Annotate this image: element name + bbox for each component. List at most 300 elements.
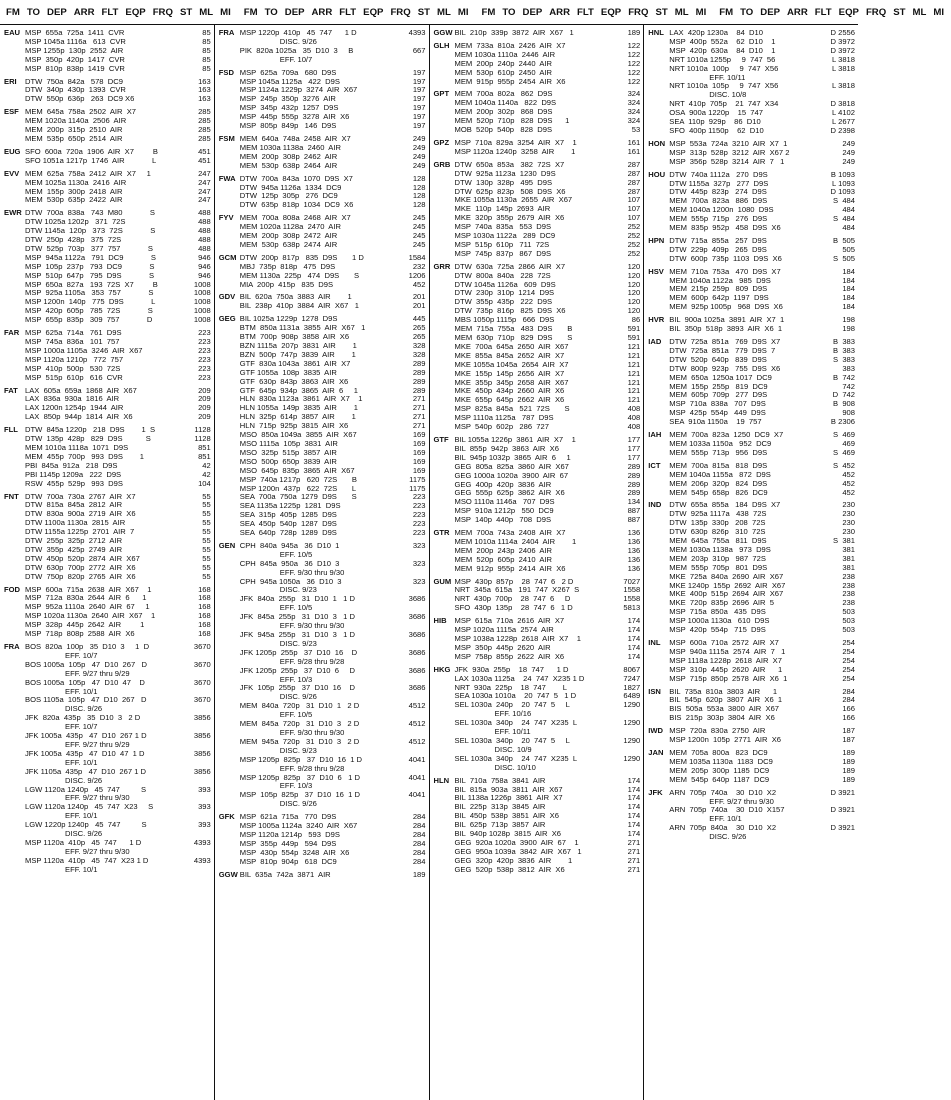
flight-details: MEM 600p 642p 1197 D9S [669, 293, 769, 303]
header-label: ST [655, 6, 668, 18]
flight-details: DTW 925a 1123a 1230 D9S [454, 168, 556, 178]
flight-details: MEM 700a 815a 818 D9S [669, 460, 768, 470]
origin-code: ICT [648, 460, 661, 470]
flight-details: MEM 1030a 1138a 2460 AIR [239, 142, 341, 152]
origin-code [219, 153, 240, 162]
mileage: 503 [842, 607, 855, 617]
flight-details: DTW 925a 1117a 438 72S [669, 509, 767, 519]
timetable-column-3 [430, 25, 645, 1100]
origin-code [434, 538, 455, 547]
mileage: 230 [842, 509, 855, 519]
flight-row [4, 413, 211, 422]
flight-details: GTF 1055a 108p 3835 AIR [239, 367, 337, 377]
mileage: 136 [627, 536, 641, 546]
flight-details: GTF 645p 934p 3865 AIR 6 1 [239, 385, 358, 395]
origin-code: EAU [4, 28, 21, 37]
mileage: 247 [198, 177, 211, 187]
mileage: S 469 [833, 430, 855, 440]
origin-code [4, 603, 25, 612]
flight-details: MSP 1205p 825p 37 D10 16 1 D [239, 754, 363, 764]
mileage: 851 [198, 451, 211, 461]
mileage: 3670 [193, 642, 211, 651]
origin-code [434, 188, 455, 197]
flight-details: MEM 700a 823a 886 D9S [669, 196, 768, 206]
mileage: 289 [412, 367, 426, 377]
flight-details: MSP 410p 500p 530 72S [25, 363, 121, 373]
flight-details: DTW 445p 823p 274 D9S [669, 187, 767, 197]
mileage: 503 [842, 616, 855, 626]
flight-details: EFF. 10/7 [65, 722, 98, 732]
flight-details: MSP 420p 554p 715 D9S [669, 625, 766, 635]
origin-code [4, 126, 25, 135]
mileage: 55 [202, 518, 211, 528]
origin-code: HOU [648, 169, 666, 179]
mileage: 1128 [194, 434, 211, 444]
flight-details: DTW 945a 1126a 1334 DC9 [239, 182, 342, 192]
origin-code: FRA [4, 642, 20, 651]
mileage: 121 [627, 395, 641, 405]
origin-code [4, 356, 25, 365]
origin-code [648, 440, 669, 449]
mileage: 120 [627, 288, 641, 298]
mileage: 42 [202, 469, 211, 479]
flight-details: MSP 1005a 1124a 3240 AIR X67 [239, 821, 358, 831]
flight-row [219, 302, 426, 311]
origin-code [219, 676, 240, 685]
flight-row [4, 803, 211, 812]
flight-details: MEM 840a 720p 31 D10 1 2 D [239, 701, 360, 711]
origin-code [648, 127, 669, 136]
origin-code [4, 135, 25, 144]
mileage: D 2398 [830, 125, 855, 135]
flight-details: MSP 1020a 1130a 2640 AIR X67 1 [25, 611, 156, 621]
origin-code [434, 352, 455, 361]
mileage: 289 [627, 470, 641, 480]
origin-code [4, 462, 25, 471]
flight-details: MEM 530p 638p 2474 AIR [239, 239, 338, 249]
flight-row [434, 423, 641, 432]
mileage: 271 [627, 837, 641, 847]
origin-code: FRA [218, 28, 235, 37]
flight-details: BOS 1005a 105p 47 D10 267 D [25, 659, 148, 669]
mileage: 189 [842, 774, 855, 784]
flight-details: MEM 700a 808a 2468 AIR X7 [239, 213, 351, 223]
mileage: 284 [842, 695, 855, 705]
origin-code [4, 480, 25, 489]
flight-details: MSP 553a 724a 3210 AIR X7 1 [669, 138, 788, 148]
mileage: 1827 [623, 682, 641, 692]
flight-row [434, 701, 641, 710]
origin-code: GCM [218, 252, 237, 262]
origin-code [4, 404, 25, 413]
origin-code [4, 218, 25, 227]
origin-code [219, 378, 240, 387]
flight-details: ARN 705p 840a 30 D10 X2 [669, 823, 777, 833]
origin-code [4, 848, 25, 857]
mileage: 289 [412, 376, 426, 386]
flight-details: MSP 140p 440p 708 D9S [454, 515, 552, 525]
mileage: 323 [412, 576, 426, 586]
flight-details: MSP 712a 830a 2644 AIR 6 1 [25, 593, 147, 603]
mileage: 55 [202, 562, 211, 572]
mileage: 184 [842, 302, 855, 312]
flight-details: LGW 1120a 1240p 45 747 S [25, 784, 147, 794]
mileage: 223 [198, 345, 211, 355]
flight-row [219, 542, 426, 551]
flight-details: DTW 200p 817p 835 D9S 1 D [239, 252, 364, 262]
header-label: MI [695, 6, 707, 18]
flight-details: EFF. 9/28 thru 9/28 [279, 656, 345, 666]
flight-details: MSP 420p 630a 84 D10 1 [669, 45, 776, 55]
mileage: 254 [842, 673, 855, 683]
origin-code [434, 289, 455, 298]
mileage: 3856 [193, 713, 211, 723]
origin-code [434, 232, 455, 241]
flight-details: LAX 605a 659a 1868 AIR X67 [25, 385, 137, 395]
header-label: FRQ [152, 6, 173, 18]
airport-block [434, 617, 641, 662]
mileage: 184 [842, 293, 855, 303]
airport-block [434, 42, 641, 87]
mileage: 4512 [408, 701, 426, 711]
flight-details: PIK 820a 1025a 35 D10 3 B [239, 45, 354, 55]
origin-code [4, 821, 25, 830]
flight-details: BIL 635a 742a 3871 AIR [239, 869, 331, 879]
origin-code [434, 547, 455, 556]
header-label: MI [457, 6, 469, 18]
mileage: 1290 [623, 718, 641, 728]
origin-code [648, 180, 669, 189]
mileage: 408 [627, 413, 641, 423]
origin-code [434, 481, 455, 490]
mileage: 383 [842, 363, 855, 373]
airport-block [648, 431, 855, 458]
origin-code [4, 537, 25, 546]
mileage: 284 [412, 812, 426, 822]
effective-date-note [219, 800, 426, 809]
flight-details: JFK 1105a 435p 47 D10 267 1 D [25, 766, 147, 776]
origin-code [219, 232, 240, 241]
flight-row [648, 824, 855, 833]
flight-details: SEA 110p 929p 86 D10 [669, 117, 761, 127]
origin-code [648, 356, 669, 365]
mileage: 452 [842, 487, 855, 497]
flight-details: DISC. 9/26 [65, 704, 103, 714]
flight-details: MSP 1120a 1240p 3258 AIR 1 [454, 146, 576, 156]
flight-details: MKE 155p 145p 2656 AIR X7 [454, 368, 565, 378]
origin-code: GRR [433, 261, 451, 271]
origin-code [434, 117, 455, 126]
flight-details: MEM 1010a 1114a 2404 AIR 1 [454, 536, 577, 546]
origin-code [648, 776, 669, 785]
airport-block [648, 338, 855, 427]
mileage: 189 [627, 28, 641, 37]
flight-details: MSP 105p 237p 793 DC9 S [25, 261, 155, 271]
origin-code [219, 263, 240, 272]
flight-row [219, 201, 426, 210]
origin-code [434, 334, 455, 343]
flight-details: EFF. 10/5 [279, 549, 313, 559]
mileage: 381 [842, 544, 855, 554]
flight-details: MEM 650a 1250a 1017 DC9 [669, 372, 772, 382]
mileage: 238 [842, 571, 855, 581]
flight-details: MEM 710a 753a 470 D9S X7 [669, 266, 781, 276]
mileage: 122 [627, 76, 641, 86]
mileage: 120 [627, 270, 641, 280]
origin-code [434, 445, 455, 454]
header-group-1 [0, 7, 238, 18]
mileage: 591 [627, 333, 641, 342]
effective-date-note [648, 833, 855, 842]
origin-code [4, 289, 25, 298]
origin-code [434, 51, 455, 60]
origin-code [4, 839, 25, 848]
mileage: 197 [412, 76, 426, 86]
origin-code [219, 104, 240, 113]
flight-details: BIL 940p 1028p 3815 AIR X6 [454, 829, 562, 839]
origin-code [219, 122, 240, 131]
origin-code [4, 794, 25, 803]
mileage: 174 [627, 829, 641, 839]
flight-row [434, 755, 641, 764]
mileage: 284 [412, 847, 426, 857]
airport-block [219, 175, 426, 211]
airport-block [434, 777, 641, 875]
origin-code [434, 635, 455, 644]
flight-details: SEA 315p 405p 1285 D9S [239, 510, 337, 520]
flight-details: JFK 1005a 435p 47 D10 267 1 D [25, 731, 147, 741]
flight-details: MSP 952a 1110a 2640 AIR 67 1 [25, 602, 150, 612]
origin-code [4, 38, 25, 47]
origin-code: ERI [4, 76, 17, 86]
mileage: 85 [202, 36, 211, 46]
flight-details: MSP 400p 552a 62 D10 1 [669, 36, 776, 46]
mileage: S 484 [833, 214, 855, 224]
origin-code: GDV [218, 292, 236, 302]
flight-details: DTW 135p 330p 208 72S [669, 518, 766, 528]
mileage: B 2306 [830, 417, 855, 427]
flight-row [434, 653, 641, 662]
flight-details: BIL 815a 903a 3811 AIR X67 [454, 784, 563, 794]
origin-code [648, 666, 669, 675]
origin-code [434, 343, 455, 352]
mileage: 168 [198, 593, 211, 603]
header-label: FLT [101, 6, 119, 18]
mileage: 197 [412, 103, 426, 113]
mileage: 505 [842, 244, 855, 254]
flight-details: MEM 200p 243p 2406 AIR [454, 545, 553, 555]
origin-code [219, 184, 240, 193]
flight-details: DTW 650a 853a 382 72S X7 [454, 159, 565, 169]
mileage: 55 [202, 491, 211, 501]
mileage: 252 [627, 231, 641, 241]
mileage: 451 [198, 155, 211, 165]
flight-details: EFF. 9/30 thru 9/30 [279, 621, 345, 631]
mileage: 238 [842, 580, 855, 590]
mileage: 223 [412, 501, 426, 511]
flight-details: DTW 725a 851a 779 D9S 7 [669, 345, 776, 355]
flight-details: GEG 520p 538p 3812 AIR X6 [454, 864, 565, 874]
flight-details: MKE 355p 345p 2658 AIR X67 [454, 377, 569, 387]
header-label: ML [912, 6, 927, 18]
header-label: ST [893, 6, 906, 18]
flight-details: EFF. 10/1 [65, 864, 98, 874]
flight-details: MEM 155p 255p 819 DC9 [669, 381, 768, 391]
flight-details: EFF. 10/1 [65, 757, 98, 767]
flight-details: MEM 733a 810a 2426 AIR X7 [454, 40, 566, 50]
flight-row [219, 791, 426, 800]
flight-row [648, 714, 855, 723]
origin-code: IND [648, 500, 662, 510]
flight-details: HLN 830a 1123a 3861 AIR X7 1 [239, 394, 363, 404]
mileage: 1290 [623, 753, 641, 763]
flight-details: EFF. 9/27 thru 9/30 [709, 796, 774, 806]
mileage: 121 [627, 350, 641, 360]
flight-row [434, 565, 641, 574]
flight-details: BIL 900a 1025a 3891 AIR X7 1 [669, 315, 785, 325]
flight-row [4, 157, 211, 166]
origin-code [434, 414, 455, 423]
flight-details: LAX 420p 1230a 84 D10 [669, 28, 763, 37]
origin-code [4, 86, 25, 95]
origin-code [648, 648, 669, 657]
effective-date-note [434, 764, 641, 773]
header-label: TO [740, 6, 754, 18]
origin-code [219, 774, 240, 783]
mileage: 223 [412, 528, 426, 538]
flight-details: MKE 725a 840a 2690 AIR X67 [669, 571, 784, 581]
origin-code [434, 126, 455, 135]
flight-details: BTM 850a 1131a 3855 AIR X67 1 [239, 323, 366, 333]
mileage: 245 [412, 222, 426, 232]
mileage: 223 [412, 510, 426, 520]
airport-block [648, 237, 855, 264]
mileage: L 3818 [832, 63, 855, 73]
airport-block [4, 108, 211, 144]
flight-details: GEG 950a 1039a 3842 AIR X67 1 [454, 846, 582, 856]
mileage: 168 [198, 620, 211, 630]
origin-code [434, 812, 455, 821]
mileage: 42 [202, 460, 211, 470]
flight-details: BIL 1055a 1226p 3861 AIR X7 1 [454, 434, 576, 444]
mileage: 287 [627, 159, 641, 169]
origin-code [4, 236, 25, 245]
mileage: 946 [198, 261, 211, 271]
origin-code [219, 729, 240, 738]
origin-code [648, 675, 669, 684]
mileage: 488 [198, 226, 211, 236]
mileage: 1558 [623, 585, 641, 595]
mileage: 887 [627, 515, 641, 525]
mileage: 209 [198, 385, 211, 395]
mileage: 184 [842, 284, 855, 294]
mileage: 197 [412, 85, 426, 95]
flight-details: CPH 945a 1050a 36 D10 3 [239, 576, 342, 586]
header-label: FM [6, 6, 20, 18]
origin-code [219, 78, 240, 87]
flight-details: DISC. 9/26 [279, 692, 317, 702]
flight-details: JFK 1205p 255p 37 D10 6 D [239, 665, 355, 675]
flight-row [219, 529, 426, 538]
flight-details: PBI 845a 912a 218 D9S [25, 460, 118, 470]
flight-details: DTW 1025a 1202p 371 72S [25, 217, 126, 227]
origin-code [434, 586, 455, 595]
flight-row [219, 578, 426, 587]
mileage: 254 [842, 646, 855, 656]
origin-code [648, 714, 669, 723]
mileage: 136 [627, 563, 641, 573]
origin-code [219, 631, 240, 640]
mileage: 85 [202, 45, 211, 55]
origin-code [648, 815, 669, 824]
origin-code [434, 498, 455, 507]
flight-details: DTW 355p 425p 2749 AIR [25, 544, 123, 554]
mileage: 121 [627, 368, 641, 378]
origin-code [648, 626, 669, 635]
airport-block [434, 161, 641, 259]
flight-details: EFF. 10/7 [65, 650, 98, 660]
flight-row [219, 241, 426, 250]
flight-details: MSP 740a 1217p 620 72S B [239, 474, 357, 484]
flight-details: MSP 600a 715a 2638 AIR X67 1 [25, 584, 152, 594]
mileage: L 3818 [832, 54, 855, 64]
flight-details: BOS 1105a 105p 47 D10 267 D [25, 695, 147, 705]
origin-code [434, 692, 455, 701]
origin-code: IAD [648, 337, 662, 346]
mileage: 252 [627, 222, 641, 232]
flight-details: MEM 925p 1005p 968 D9S X6 [669, 302, 783, 312]
origin-code [434, 848, 455, 857]
flight-details: DTW 845a 1220p 218 D9S 1 S [25, 425, 156, 435]
flight-details: MSP 1120a 1210p 772 757 [25, 354, 124, 364]
flight-details: MSP 1120a 1214p 593 D9S [239, 829, 340, 839]
mileage: 174 [627, 651, 641, 661]
origin-code [648, 599, 669, 608]
flight-details: MSP 600a 710a 2572 AIR X7 [669, 638, 779, 647]
origin-code [648, 47, 669, 56]
flight-details: DISC. 9/23 [279, 585, 317, 595]
mileage: 946 [198, 270, 211, 280]
flight-details: MSP 825a 845a 521 72S S [454, 404, 570, 414]
origin-code [648, 294, 669, 303]
flight-details: DTW 725a 851a 769 D9S X7 [669, 337, 781, 346]
mileage: 3856 [193, 731, 211, 741]
mileage: 1290 [623, 700, 641, 710]
origin-code [219, 144, 240, 153]
origin-code [4, 298, 25, 307]
mileage: 289 [627, 488, 641, 498]
origin-code [219, 387, 240, 396]
origin-code [4, 307, 25, 316]
origin-code [434, 866, 455, 875]
airport-block [434, 578, 641, 614]
origin-code [4, 65, 25, 74]
origin-code [648, 590, 669, 599]
flight-details: BIL 710a 758a 3841 AIR [454, 775, 546, 785]
origin-code [434, 379, 455, 388]
mileage: 197 [412, 94, 426, 104]
mileage: 287 [627, 186, 641, 196]
origin-code [219, 622, 240, 631]
mileage: 184 [842, 266, 855, 276]
flight-details: MSP 910a 1212p 550 DC9 [454, 506, 554, 516]
origin-code [4, 555, 25, 564]
flight-details: MSO 850a 1049a 3855 AIR X67 [239, 430, 357, 440]
flight-details: BIL 225p 313p 3845 AIR [454, 802, 546, 812]
airport-block [434, 529, 641, 574]
origin-code: FLL [4, 425, 18, 435]
origin-code [219, 858, 240, 867]
